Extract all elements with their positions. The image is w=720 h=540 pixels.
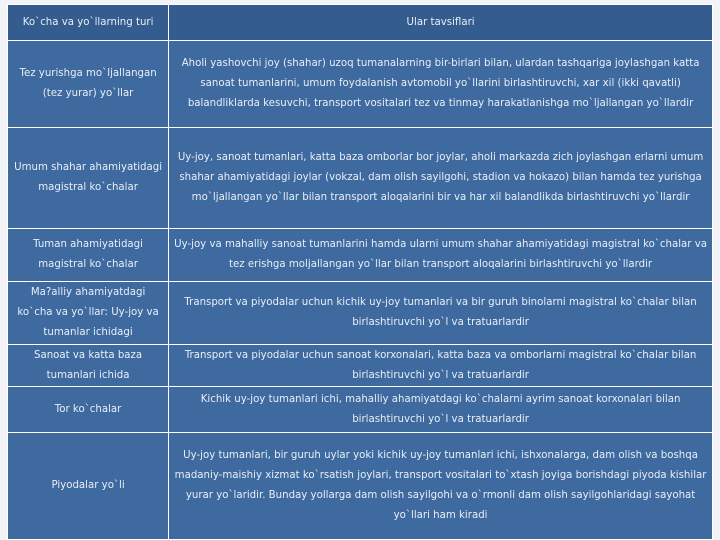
road-type-cell: Umum shahar ahamiyatidagi magistral ko`chalar [8,127,169,228]
column-header-type: Ko`cha va yo`llarning turi [8,5,169,41]
table-row [8,41,713,128]
road-type-cell: Sanoat va katta baza tumanlari ichida [8,345,169,387]
road-description-cell: Transport va piyodalar uchun kichik uy-joy tumanlari va bir guruh binolarni magistral ko`chalar bilan birlashtiruvchi yo`l va tratuarlardir [169,282,713,345]
road-description-cell: Transport va piyodalar uchun sanoat korxonalari, katta baza va omborlarni magistral ko`chalar bilan birlashtiruvchi yo`l va tratuarlardir [169,345,713,387]
road-type-cell: Piyodalar yo`li [8,432,169,539]
table-row [8,345,713,387]
road-description-cell: Uy-joy, sanoat tumanlari, katta baza omborlar bor joylar, aholi markazda zich joylashgan erlarni umum shahar ahamiyatidagi joylar (vokzal, dam olish sayilgohi, stadion va hokazo) bilan hamda tez yurishga mo`ljallangan yo`llar bilan transport aloqalarini bir va har xil balandlikda birlashtiruvchi yo`llardir [169,127,713,228]
road-description-cell: Uy-joy va mahalliy sanoat tumanlarini hamda ularni umum shahar ahamiyatidagi magistral ko`chalar va tez erishga moljallangan yo`llar bilan transport aloqalarini birlashtiruvchi yo`llardir [169,228,713,282]
road-type-cell: Ma?alliy ahamiyatdagi ko`cha va yo`llar: Uy-joy va tumanlar ichidagi [8,282,169,345]
table-row [8,432,713,539]
column-header-description: Ular tavsiflari [169,5,713,41]
table-row [8,228,713,282]
road-type-cell: Tuman ahamiyatidagi magistral ko`chalar [8,228,169,282]
road-type-cell: Tez yurishga mo`ljallangan (tez yurar) yo`llar [8,41,169,128]
road-description-cell: Uy-joy tumanlari, bir guruh uylar yoki kichik uy-joy tumanlari ichi, ishxonalarga, dam olish va boshqa madaniy-maishiy xizmat ko`rsatish joylari, transport vositalari to`xtash joyiga borishdagi piyoda kishilar yurar yo`laridir. Bunday yollarga dam olish sayilgohi va o`rmonli dam olish sayilgohlaridagi sayohat yo`llari ham kiradi [169,432,713,539]
road-types-table [7,4,713,540]
table-row [8,127,713,228]
table-row [8,282,713,345]
road-description-cell: Aholi yashovchi joy (shahar) uzoq tumanalarning bir-birlari bilan, ulardan tashqariga joylashgan katta sanoat tumanlarini, umum foydalanish avtomobil yo`llarini birlashtiruvchi, xar xil (ikki qavatli) balandliklarda kesuvchi, transport vositalari tez va tinmay harakatlanishga mo`ljallangan yo`llardir [169,41,713,128]
table-header-row [8,5,713,41]
road-description-cell: Kichik uy-joy tumanlari ichi, mahalliy ahamiyatdagi ko`chalarni ayrim sanoat korxonalari bilan birlashtiruvchi yo`l va tratuarlardir [169,387,713,432]
table-row [8,387,713,432]
road-type-cell: Tor ko`chalar [8,387,169,432]
